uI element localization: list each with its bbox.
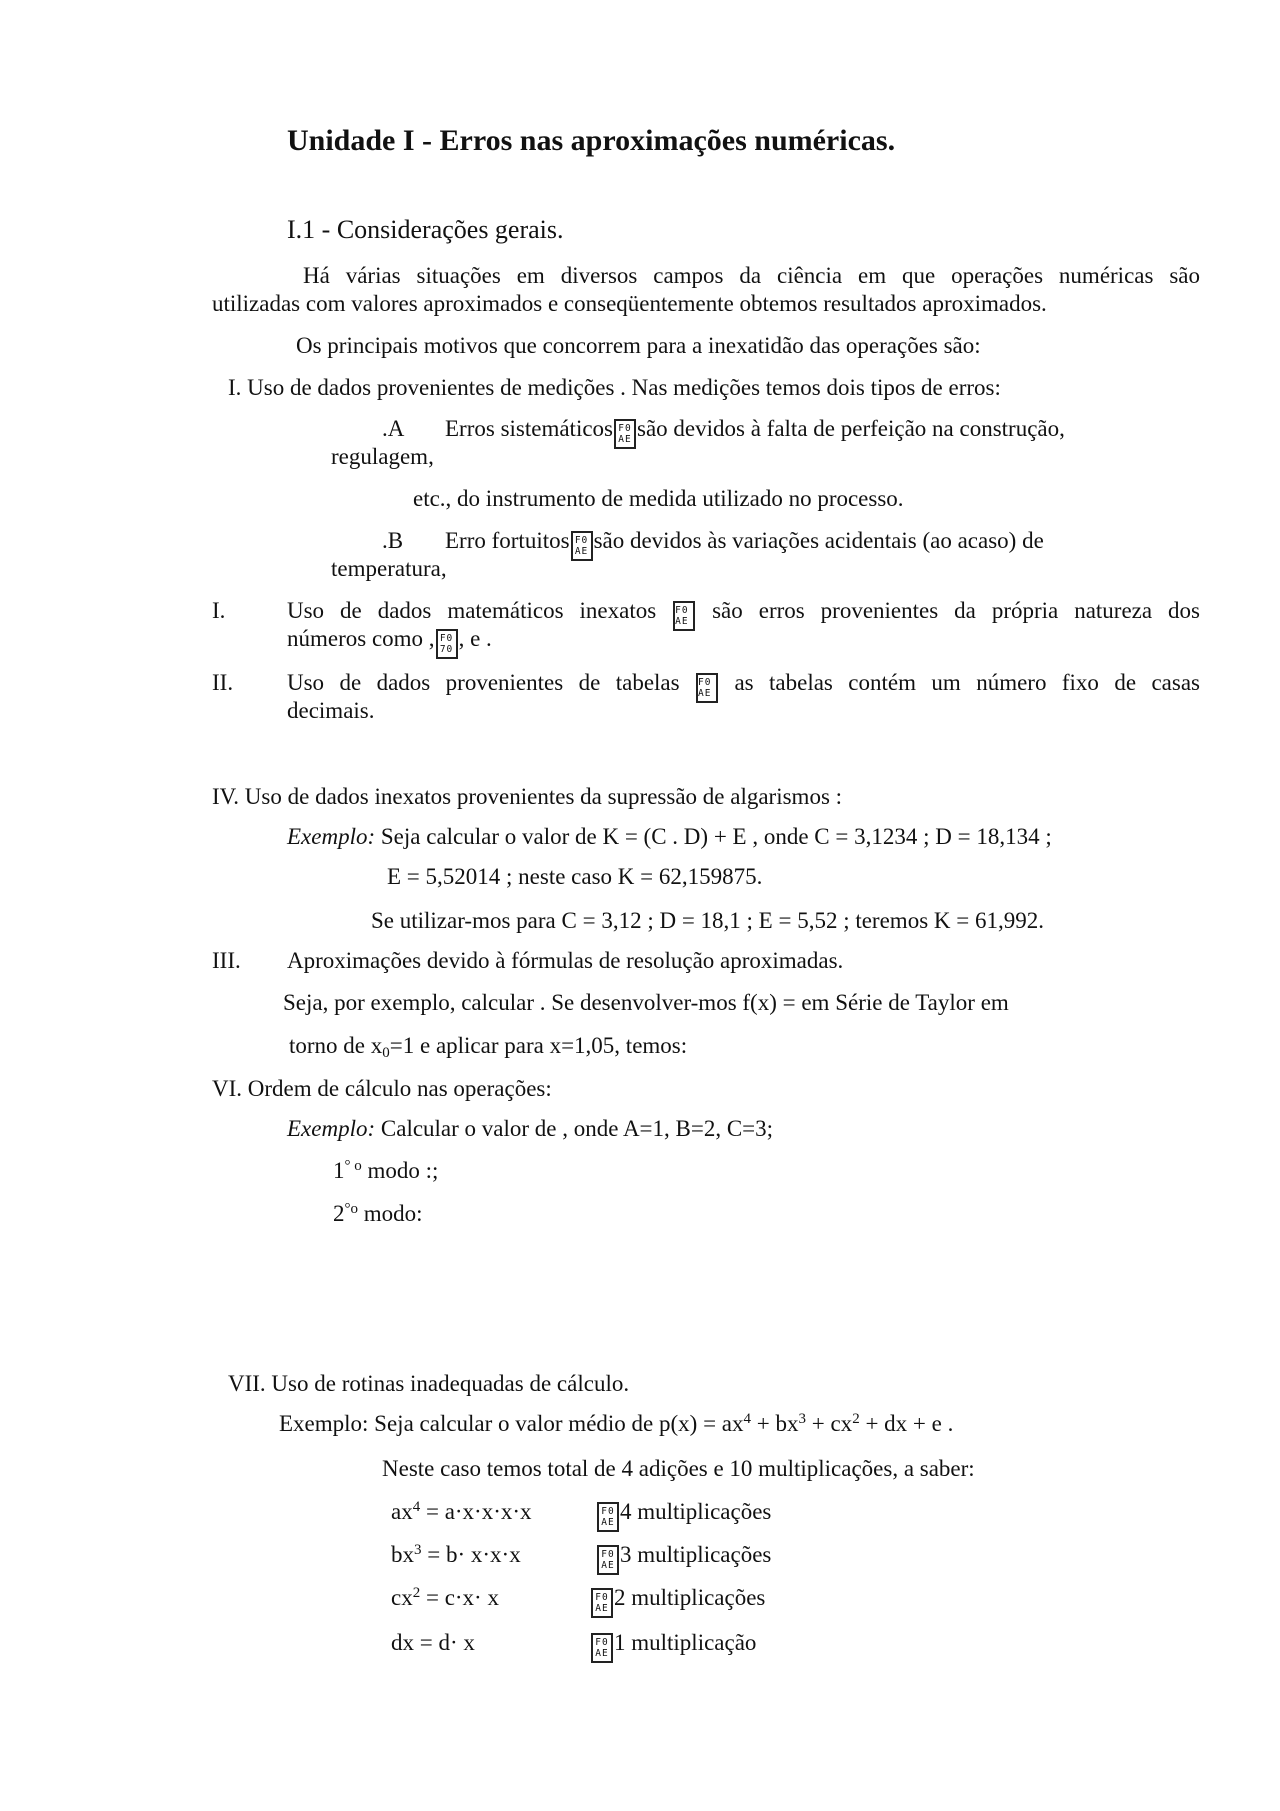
- intro-line-3: Os principais motivos que concorrem para a inexatidão das operações são:: [296, 333, 981, 358]
- item7-row-3-result: F0 AE 2 multiplicações: [590, 1584, 765, 1618]
- missing-glyph-icon: F0 70: [436, 629, 458, 659]
- item6-mode-2: $2^{^\circ o}$ modo:: [333, 1201, 423, 1226]
- missing-glyph-icon: F0 AE: [673, 601, 695, 631]
- item2-text: Uso de dados matemáticos inexatos: [287, 598, 657, 623]
- item4-line-2: E = 5,52014 ; neste caso K = 62,159875.: [387, 864, 763, 889]
- item2-cont: [287, 625, 492, 659]
- item7-line-2: Neste caso temos total de 4 adições e 10 multiplicações, a saber:: [382, 1456, 975, 1481]
- item2-marker: I.: [212, 598, 226, 623]
- item3-marker: II.: [212, 670, 234, 695]
- item5-marker: III.: [212, 948, 241, 973]
- item2-cont-b: , e .: [458, 626, 492, 651]
- item4-line-3: Se utilizar-mos para C = 3,12 ; D = 18,1 ; E = 5,52 ; teremos K = 61,992.: [371, 908, 1044, 933]
- section-heading: I.1 - Considerações gerais.: [287, 215, 564, 244]
- item7-heading: VII. Uso de rotinas inadequadas de cálculo.: [228, 1371, 630, 1396]
- item2-rest: são erros provenientes da própria natureza dos: [712, 598, 1201, 623]
- intro-line-1: Há várias situações em diversos campos da ciência em que operações numéricas são: [303, 263, 1200, 288]
- item5-heading: Aproximações devido à fórmulas de resolução aproximadas.: [287, 948, 844, 973]
- item3-text: Uso de dados provenientes de tabelas: [287, 670, 680, 695]
- item1-a-cont-1: regulagem,: [331, 444, 434, 469]
- item1-a-rest: são devidos à falta de perfeição na construção,: [637, 416, 1065, 441]
- item6-mode-1: $1^{^\circ o}$ modo :;: [333, 1158, 439, 1183]
- missing-glyph-icon: F0 AE: [597, 1545, 619, 1575]
- item3-line: [287, 669, 1200, 703]
- item5-line-3: torno de $x_0=1$ e aplicar para x=1,05, temos:: [289, 1033, 688, 1061]
- item6-example-label: Exemplo:: [287, 1116, 376, 1141]
- item3-cont: decimais.: [287, 698, 375, 723]
- item3-rest: as tabelas contém um número fixo de casas: [734, 670, 1200, 695]
- missing-glyph-icon: F0 AE: [614, 419, 636, 449]
- item4-example-label: Exemplo:: [287, 824, 376, 849]
- item1-b-marker: .B: [382, 528, 404, 553]
- item1-heading: I. Uso de dados provenientes de medições . Nas medições temos dois tipos de erros:: [228, 375, 1001, 400]
- missing-glyph-icon: F0 AE: [571, 531, 593, 561]
- item7-row-1-lhs: $ax^4 = a\cdot x\cdot x\cdot x\cdot x$: [391, 1499, 532, 1524]
- item1-b-cont: temperatura,: [331, 556, 447, 581]
- page-title: Unidade I - Erros nas aproximações numéricas.: [287, 124, 896, 157]
- item6-example-text: Calcular o valor de , onde A=1, B=2, C=3;: [375, 1116, 774, 1141]
- item7-row-2-lhs: $bx^3 = b\cdot x\cdot x\cdot x$: [391, 1542, 521, 1567]
- item7-row-4-result: F0 AE 1 multiplicação: [590, 1629, 756, 1663]
- item7-row-4-lhs: dx = d· x: [391, 1630, 475, 1655]
- item1-b-label: Erro fortuitos: [445, 528, 570, 553]
- item7-example: Exemplo: Seja calcular o valor médio de $p(x) = ax^4 + bx^3 + cx^2$ + dx + e .: [279, 1411, 954, 1436]
- item6-heading: VI. Ordem de cálculo nas operações:: [212, 1076, 552, 1101]
- intro-line-2: utilizadas com valores aproximados e conseqüentemente obtemos resultados aproximados.: [212, 291, 1047, 316]
- item1-b-line: [445, 527, 1044, 561]
- item1-a-marker: .A: [382, 416, 405, 441]
- item7-row-2-result: F0 AE 3 multiplicações: [596, 1541, 771, 1575]
- item5-line-2: Seja, por exemplo, calcular . Se desenvolver-mos f(x) = em Série de Taylor em: [283, 990, 1009, 1015]
- missing-glyph-icon: F0 AE: [696, 673, 718, 703]
- item7-row-3-lhs: $cx^2 = c\cdot x\cdot x$: [391, 1585, 499, 1610]
- missing-glyph-icon: F0 AE: [591, 1588, 613, 1618]
- item7-row-1-result: F0 AE 4 multiplicações: [596, 1498, 771, 1532]
- missing-glyph-icon: F0 AE: [591, 1633, 613, 1663]
- item6-example: [287, 1115, 773, 1143]
- item4-heading: IV. Uso de dados inexatos provenientes da supressão de algarismos :: [212, 784, 843, 809]
- item4-example-text: Seja calcular o valor de K = (C . D) + E , onde C = 3,1234 ; D = 18,134 ;: [375, 824, 1052, 849]
- item1-a-label: Erros sistemáticos: [445, 416, 613, 441]
- missing-glyph-icon: F0 AE: [597, 1502, 619, 1532]
- item4-example: [287, 823, 1052, 851]
- item1-b-rest: são devidos às variações acidentais (ao acaso) de: [593, 528, 1044, 553]
- item1-a-line: [445, 415, 1065, 449]
- item2-cont-a: números como ,: [287, 626, 435, 651]
- item1-a-cont-2: etc., do instrumento de medida utilizado no processo.: [413, 486, 904, 511]
